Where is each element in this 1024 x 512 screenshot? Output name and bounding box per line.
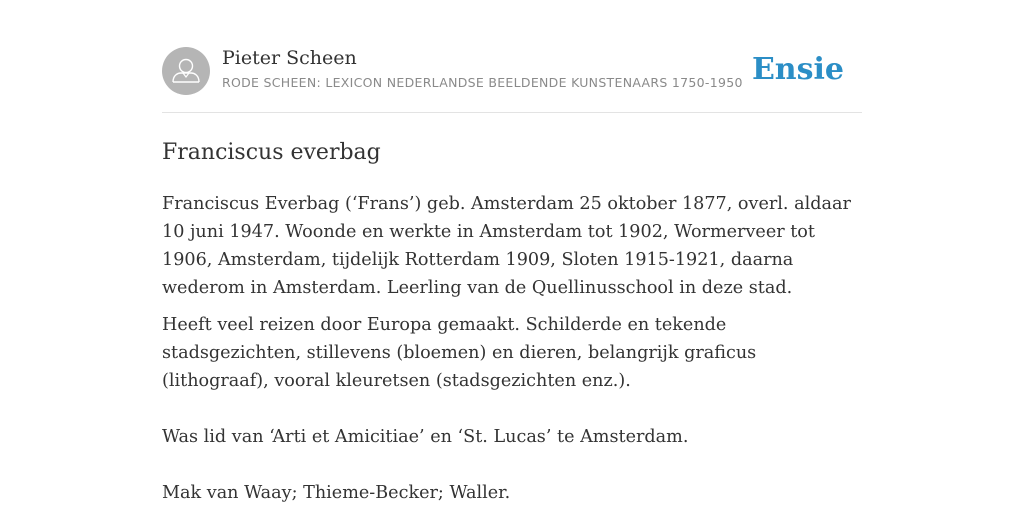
source-title[interactable]: RODE SCHEEN: LEXICON NEDERLANDSE BEELDENDE KUNSTENAARS 1750-1950 — [222, 75, 743, 90]
user-icon — [162, 47, 210, 95]
paragraph: Franciscus Everbag (‘Frans’) geb. Amsterdam 25 oktober 1877, overl. aldaar 10 juni 1947. Woonde en werkte in Amsterdam tot 1902, Wormerveer tot 1906, Amsterdam, tijdelijk Rotterdam 1909, Sloten 1915-1921, daarna wederom in Amsterdam. Leerling van de Quellinusschool in deze stad. — [162, 194, 851, 298]
paragraph: Heeft veel reizen door Europa gemaakt. Schilderde en tekende stadsgezichten, stillevens (bloemen) en dieren, belangrijk graficus (lithograaf), vooral kleuretsen (stadsgezichten enz.). — [162, 315, 757, 391]
paragraph: Was lid van ‘Arti et Amicitiae’ en ‘St. Lucas’ te Amsterdam. — [162, 427, 689, 447]
article-header — [162, 0, 862, 113]
author-name[interactable]: Pieter Scheen — [222, 47, 357, 69]
paragraph-references: Mak van Waay; Thieme-Becker; Waller. — [162, 483, 511, 503]
article-title: Franciscus everbag — [162, 140, 381, 165]
brand-logo[interactable]: Ensie — [751, 52, 844, 87]
article-body — [162, 190, 862, 507]
article-container — [162, 0, 862, 503]
avatar[interactable] — [162, 47, 210, 95]
